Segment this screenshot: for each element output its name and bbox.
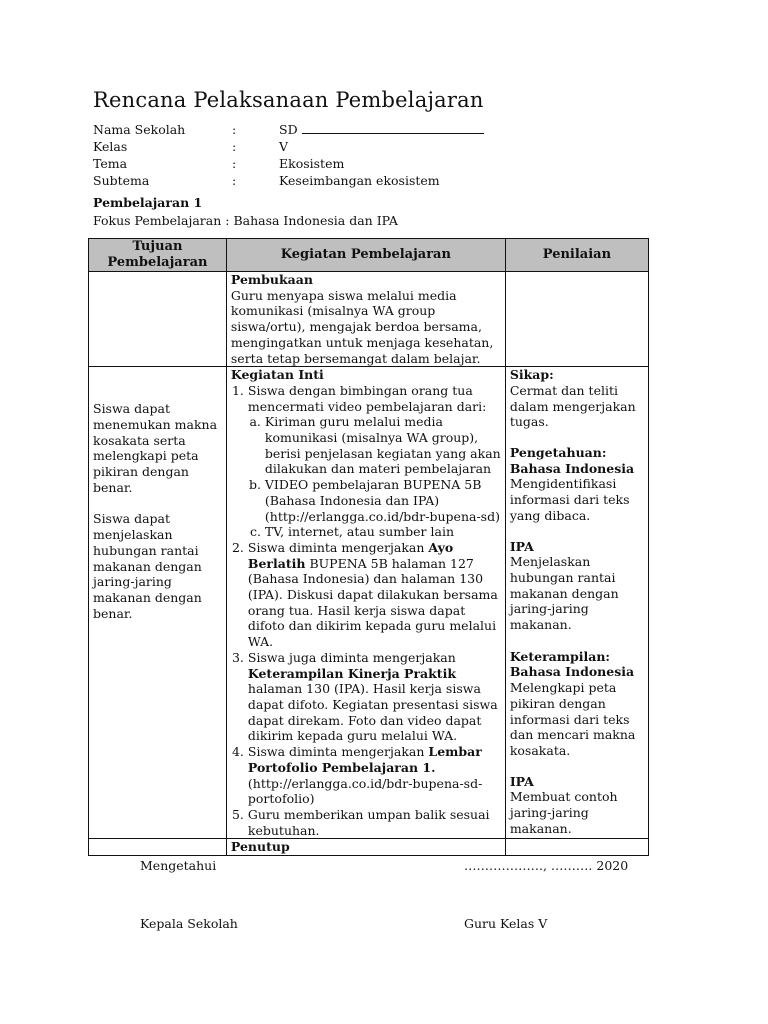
inti-title: Kegiatan Inti [230,367,324,383]
pengetahuan-bi-title: Bahasa Indonesia [509,460,635,476]
info-label: Subtema [93,173,150,188]
info-separator: : [232,139,237,154]
table-row-inti [89,367,649,839]
keterampilan-ipa-title: IPA [509,773,534,789]
pembukaan-title: Pembukaan [230,272,313,287]
header-kegiatan: Kegiatan Pembelajaran [226,239,505,272]
header-tujuan: Tujuan Pembelajaran [89,239,227,272]
tujuan-cell-empty [89,839,227,856]
guru-kelas-label: Guru Kelas V [464,916,548,931]
table-row-penutup [89,839,649,856]
mengetahui-label: Mengetahui [140,858,217,873]
tujuan-1: Siswa dapat menemukan makna kosakata serta melengkapi peta pikiran dengan benar. [93,401,218,495]
date-line: ………………., ………. 2020 [464,858,629,873]
info-separator: : [232,156,237,171]
list-item: a. Kiriman guru melalui media komunikasi (misalnya WA group), berisi penjelasan kegiatan yang akan dilakukan dan materi pembelajaran [265,414,501,477]
keterampilan-bi-text: Melengkapi peta pikiran dengan informasi dari teks dan mencari makna kosakata. [509,680,636,758]
list-item: 4. Siswa diminta mengerjakan Lembar Portofolio Pembelajaran 1. (http://erlangga.co.id/bdr-bupena-sd-portofolio) [248,744,501,807]
pembukaan-cell [226,272,505,367]
keterampilan-bi-title: Bahasa Indonesia [509,664,635,680]
info-value: V [279,139,289,154]
tujuan-cell-empty [89,272,227,367]
pengetahuan-bi-text: Mengidentifikasi informasi dari teks yang dibaca. [509,476,630,523]
info-value: Ekosistem [279,156,345,171]
penutup-title: Penutup [230,839,290,855]
info-value: SD [279,122,298,138]
info-separator: : [232,122,237,137]
info-label: Kelas [93,139,128,154]
page-title: Rencana Pelaksanaan Pembelajaran [93,88,484,112]
penilaian-cell [505,367,648,839]
keterampilan-title: Keterampilan: [509,648,611,664]
list-item: c. TV, internet, atau sumber lain [265,524,501,540]
pengetahuan-title: Pengetahuan: [509,445,607,461]
penilaian-cell-empty [505,839,648,856]
list-item: 5. Guru memberikan umpan balik sesuai kebutuhan. [248,807,501,838]
info-separator: : [232,173,237,188]
sikap-text: Cermat dan teliti dalam mengerjakan tugas. [509,382,636,430]
table-row-pembukaan [89,272,649,367]
list-item: 2. Siswa diminta mengerjakan Ayo Berlatih BUPENA 5B halaman 127 (Bahasa Indonesia) dan halaman 130 (IPA). Diskusi dapat dilakukan bersama orang tua. Hasil kerja siswa dapat difoto dan dikirim kepada guru melalui WA. [248,540,501,650]
sikap-title: Sikap: [509,367,554,383]
inti-sublist [248,414,501,540]
info-label: Nama Sekolah [93,122,186,137]
pembelajaran-heading: Pembelajaran 1 [93,195,203,210]
penutup-cell [226,839,505,856]
list-item: 3. Siswa juga diminta mengerjakan Keterampilan Kinerja Praktik halaman 130 (IPA). Hasil kerja siswa dapat difoto. Kegiatan presentasi siswa dapat direkam. Foto dan video dapat dikirim kepada guru melalui WA. [248,650,501,744]
blank-line [302,122,484,134]
info-label: Tema [93,156,128,171]
kegiatan-inti-cell [226,367,505,839]
list-item: 1. Siswa dengan bimbingan orang tua mencermati video pembelajaran dari: a. Kiriman guru melalui media komunikasi (misalnya WA group), berisi penjelasan kegiatan yang akan dilakukan dan materi pembelajaran b. VIDEO pembelajaran BUPENA 5B (Bahasa Indonesia dan IPA) (http://erlangga.co.id/bdr-bupena-sd) c. TV, internet, atau sumber lain [248,383,501,540]
header-penilaian: Penilaian [505,239,648,272]
rpp-table [88,238,649,856]
list-item: b. VIDEO pembelajaran BUPENA 5B (Bahasa Indonesia dan IPA) (http://erlangga.co.id/bdr-bupena-sd) [265,477,501,524]
tujuan-2: Siswa dapat menjelaskan hubungan rantai makanan dengan jaring-jaring makanan dengan benar. [93,511,202,621]
tujuan-cell [89,367,227,839]
kepala-sekolah-label: Kepala Sekolah [140,916,238,931]
penilaian-cell-empty [505,272,648,367]
pembukaan-text: Guru menyapa siswa melalui media komunikasi (misalnya WA group siswa/ortu), mengajak berdoa bersama, mengingatkan untuk menjaga kesehatan, serta tetap bersemangat dalam belajar. [230,287,494,366]
pengetahuan-ipa-title: IPA [509,538,534,554]
fokus-pembelajaran: Fokus Pembelajaran : Bahasa Indonesia dan IPA [93,213,398,228]
info-value: Keseimbangan ekosistem [279,173,440,188]
keterampilan-ipa-text: Membuat contoh jaring-jaring makanan. [509,789,618,836]
table-header-row [89,239,649,272]
inti-list [231,383,501,838]
pengetahuan-ipa-text: Menjelaskan hubungan rantai makanan dengan jaring-jaring makanan. [509,554,619,633]
